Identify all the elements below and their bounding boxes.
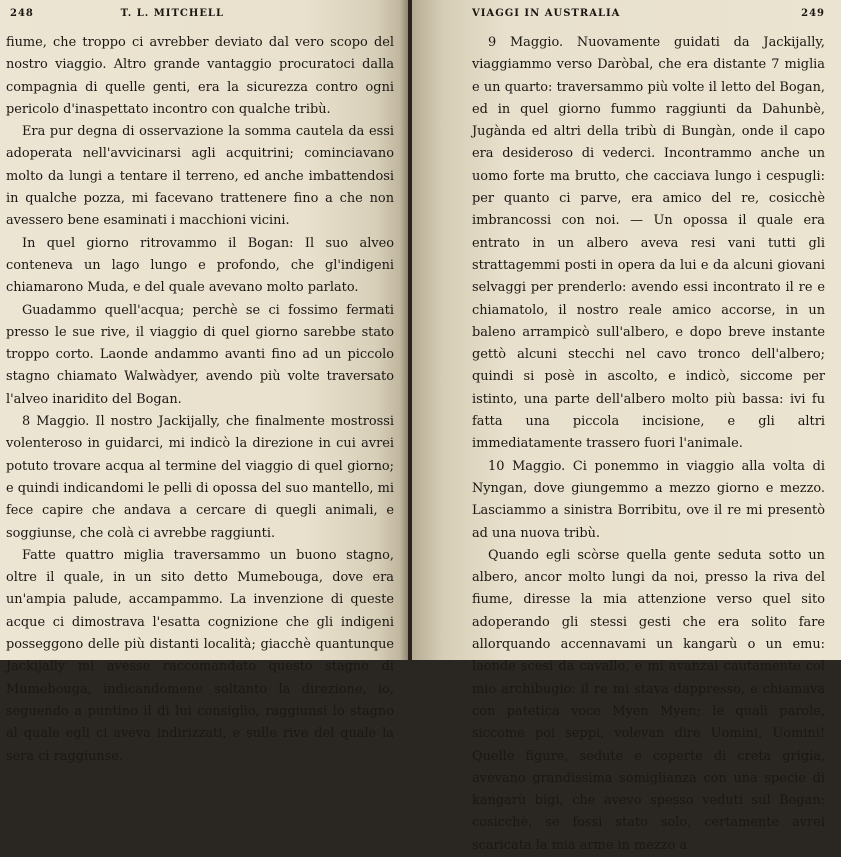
left-page-number: 248 xyxy=(10,8,34,19)
right-page-header xyxy=(472,8,825,26)
left-paragraph-4: Guadammo quell'acqua; perchè se ci fossimo fermati presso le sue rive, il viaggio di quel giorno sarebbe stato troppo corto. Laonde andammo avanti fino ad un piccolo stagno chiamato Walwàdyer, avendo più volte traversato l'alveo inaridito del Bogan. xyxy=(6,302,394,407)
right-paragraph-1: 9 Maggio. Nuovamente guidati da Jackijally, viaggiammo verso Daròbal, che era distante 7 miglia e un quarto: traversammo più volte il letto del Bogan, ed in quel giorno fummo raggiunti da Dahunbè, Jugànda ed altri della tribù di Bungàn, onde il capo era desideroso di vederci. Incontrammo anche un uomo forte ma brutto, che cacciava lungo i cespugli: per quanto ci parve, era amico del re, cosicchè imbrancossi con noi. — Un opossa il quale era entrato in un albero aveva resi vani tutti gli strattagemmi posti in opera da lui e da alcuni giovani selvaggi per prenderlo: avendo essi incontrato il re e chiamatolo, il nostro reale amico accorse, in un baleno arrampicò sull'albero, e dopo breve instante gettò alcuni stecchi nel cavo tronco dell'albero; quindi si posè in ascolto, e indicò, siccome per istinto, una parte dell'albero molto più bassa: ivi fu fatta una piccola incisione, e gli altri immediatamente trassero fuori l'animale. xyxy=(472,35,825,452)
left-page-header xyxy=(6,8,394,26)
left-paragraph-1: fiume, che troppo ci avrebber deviato dal vero scopo del nostro viaggio. Altro grande vantaggio procuratoci dalla compagnia di quelle genti, era la sicurezza contro ogni pericolo d'inaspettato incontro con qualche tribù. xyxy=(6,35,394,117)
left-paragraph-6: Fatte quattro miglia traversammo un buono stagno, oltre il quale, in un sito detto Mumebouga, dove era un'ampia palude, accampammo. La invenzione di queste acque ci dimostrava l'esatta cognizione che gli indigeni posseggono delle più distanti località; giacchè quantunque Jackijally mi avesse raccomandato questo stagno di Mumebouga, indicandomene soltanto la direzione, io, seguendo a puntino il di lui consiglio, raggiunsi lo stagno al quale egli ci aveva indirizzati, e sulle rive del quale la sera ci raggiunse. xyxy=(6,547,394,764)
left-body-text xyxy=(6,32,394,768)
right-paragraph-2: 10 Maggio. Ci ponemmo in viaggio alla volta di Nyngan, dove giungemmo a mezzo giorno e mezzo. Lasciammo a sinistra Borribitu, ove il re mi presentò ad una nuova tribù. xyxy=(472,458,825,541)
right-page-number: 249 xyxy=(801,8,825,19)
left-paragraph-3: In quel giorno ritrovammo il Bogan: Il suo alveo conteneva un lago lungo e profondo, che gl'indigeni chiamarono Muda, e del quale avevano molto parlato. xyxy=(6,235,394,296)
left-page xyxy=(0,0,408,764)
left-paragraph-2: Era pur degna di osservazione la somma cautela da essi adoperata nell'avvicinarsi agli acquitrini; cominciavano molto da lungi a tentare il terreno, ed anche imbattendosi in qualche pozza, mi facevano trattenere fino a che non avessero bene esaminati i macchioni vicini. xyxy=(6,124,394,229)
left-running-head: T. L. MITCHELL xyxy=(120,8,224,19)
right-paragraph-3: Quando egli scòrse quella gente seduta sotto un albero, ancor molto lungi da noi, presso la riva del fiume, diresse la mia attenzione verso quel sito adoperando gli stessi gesti che era solito fare allorquando accennavami un kangarù o un emu: laonde scesi da cavallo, e mi avanzai cautamente col mio archibugio: il re mi stava dappresso, e chiamava con patetica voce Myen Myen; le quali parole, siccome poi seppi, volevan dire Uomini, Uomini! Quelle figure, sedute e coperte di creta grigia, avevano grandissima somiglianza con una specie di kangarù bigi, che avevo spesso veduti sul Bogan: cosicchè, se fossi stato solo, certamente avrei scaricata la mia arme in mezzo a xyxy=(472,547,825,853)
right-page xyxy=(412,0,841,853)
right-running-head: VIAGGI IN AUSTRALIA xyxy=(472,8,621,19)
right-body-text xyxy=(472,32,825,857)
left-paragraph-5: 8 Maggio. Il nostro Jackijally, che finalmente mostrossi volenteroso in guidarci, mi indicò la direzione in cui avrei potuto trovare acqua al termine del viaggio di quel giorno; e quindi indicandomi le pelli di opossa del suo mantello, mi fece capire che andava a cercare di quegli animali, e soggiunse, che colà ci avrebbe raggiunti. xyxy=(6,414,394,541)
